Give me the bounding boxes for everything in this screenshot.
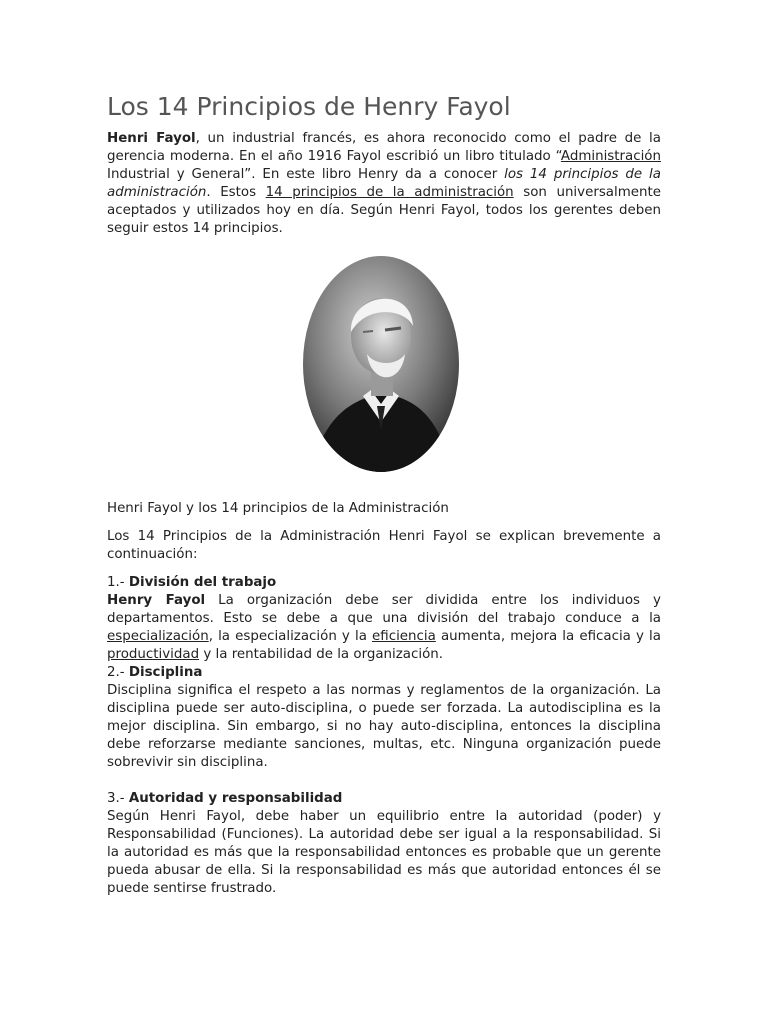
page-title: Los 14 Principios de Henry Fayol <box>107 92 511 121</box>
link-especializacion[interactable]: especialización <box>107 629 209 644</box>
section-title: División del trabajo <box>128 575 277 590</box>
image-caption: Henri Fayol y los 14 principios de la Administración <box>107 501 449 516</box>
section-number: 3.- <box>107 791 129 806</box>
section-title: Disciplina <box>128 665 203 680</box>
section-name: Henry Fayol <box>107 593 206 608</box>
portrait-image <box>301 254 461 474</box>
intro-text-3: . Estos <box>206 185 266 200</box>
section-title: Autoridad y responsabilidad <box>128 791 343 806</box>
section-number: 2.- <box>107 665 129 680</box>
link-administracion[interactable]: Administración <box>560 149 661 164</box>
section-autoridad-y-responsabilidad <box>107 790 661 898</box>
section-text-2: , la especialización y la <box>208 629 373 644</box>
document-content <box>107 90 661 898</box>
link-eficiencia[interactable]: eficiencia <box>372 629 436 644</box>
intro-text-1: , un industrial francés, es ahora reconocido como el padre de la gerencia moderna. En el año 1916 Fayol escribió un libro titulado “ <box>107 131 661 164</box>
section-body <box>107 592 661 664</box>
section-body: Disciplina significa el respeto a las normas y reglamentos de la organización. La disciplina puede ser auto-disciplina, o puede ser forzada. La autodisciplina es la mejor disciplina. Sin embargo, si no hay auto-disciplina, entonces la disciplina debe reforzarse mediante sanciones, multas, etc. Ninguna organización puede sobrevivir sin disciplina. <box>107 683 661 770</box>
book-title-italic: los 14 principios de la administración <box>107 167 661 200</box>
link-productividad[interactable]: productividad <box>107 647 200 662</box>
fayol-portrait-photo <box>301 254 461 474</box>
lead-paragraph: Los 14 Principios de la Administración Henri Fayol se explican brevemente a continuación: <box>107 529 661 562</box>
section-disciplina <box>107 664 661 772</box>
intro-paragraph <box>107 130 661 238</box>
section-heading <box>107 790 661 808</box>
section-number: 1.- <box>107 575 129 590</box>
link-14-principios[interactable]: 14 principios de la administración <box>265 185 514 200</box>
intro-text-4: son universalmente aceptados y utilizados hoy en día. Según Henri Fayol, todos los gerentes deben seguir estos 14 principios. <box>107 185 661 236</box>
section-text-3: aumenta, mejora la eficacia y la <box>435 629 661 644</box>
section-text-4: y la rentabilidad de la organización. <box>199 647 444 662</box>
section-division-del-trabajo <box>107 574 661 664</box>
spacer <box>107 772 661 790</box>
section-heading <box>107 574 661 592</box>
section-heading <box>107 664 661 682</box>
section-text-1: La organización debe ser dividida entre los individuos y departamentos. Esto se debe a que una división del trabajo conduce a la <box>107 593 661 626</box>
section-body: Según Henri Fayol, debe haber un equilibrio entre la autoridad (poder) y Responsabilidad (Funciones). La autoridad debe ser igual a la responsabilidad. Si la autoridad es más que la responsabilidad entonces es probable que un gerente pueda abusar de ella. Si la responsabilidad es más que autoridad entonces él se puede sentirse frustrado. <box>107 809 661 896</box>
intro-name: Henri Fayol <box>107 131 196 146</box>
intro-text-2: Industrial y General”. En este libro Henry da a conocer <box>107 167 505 182</box>
